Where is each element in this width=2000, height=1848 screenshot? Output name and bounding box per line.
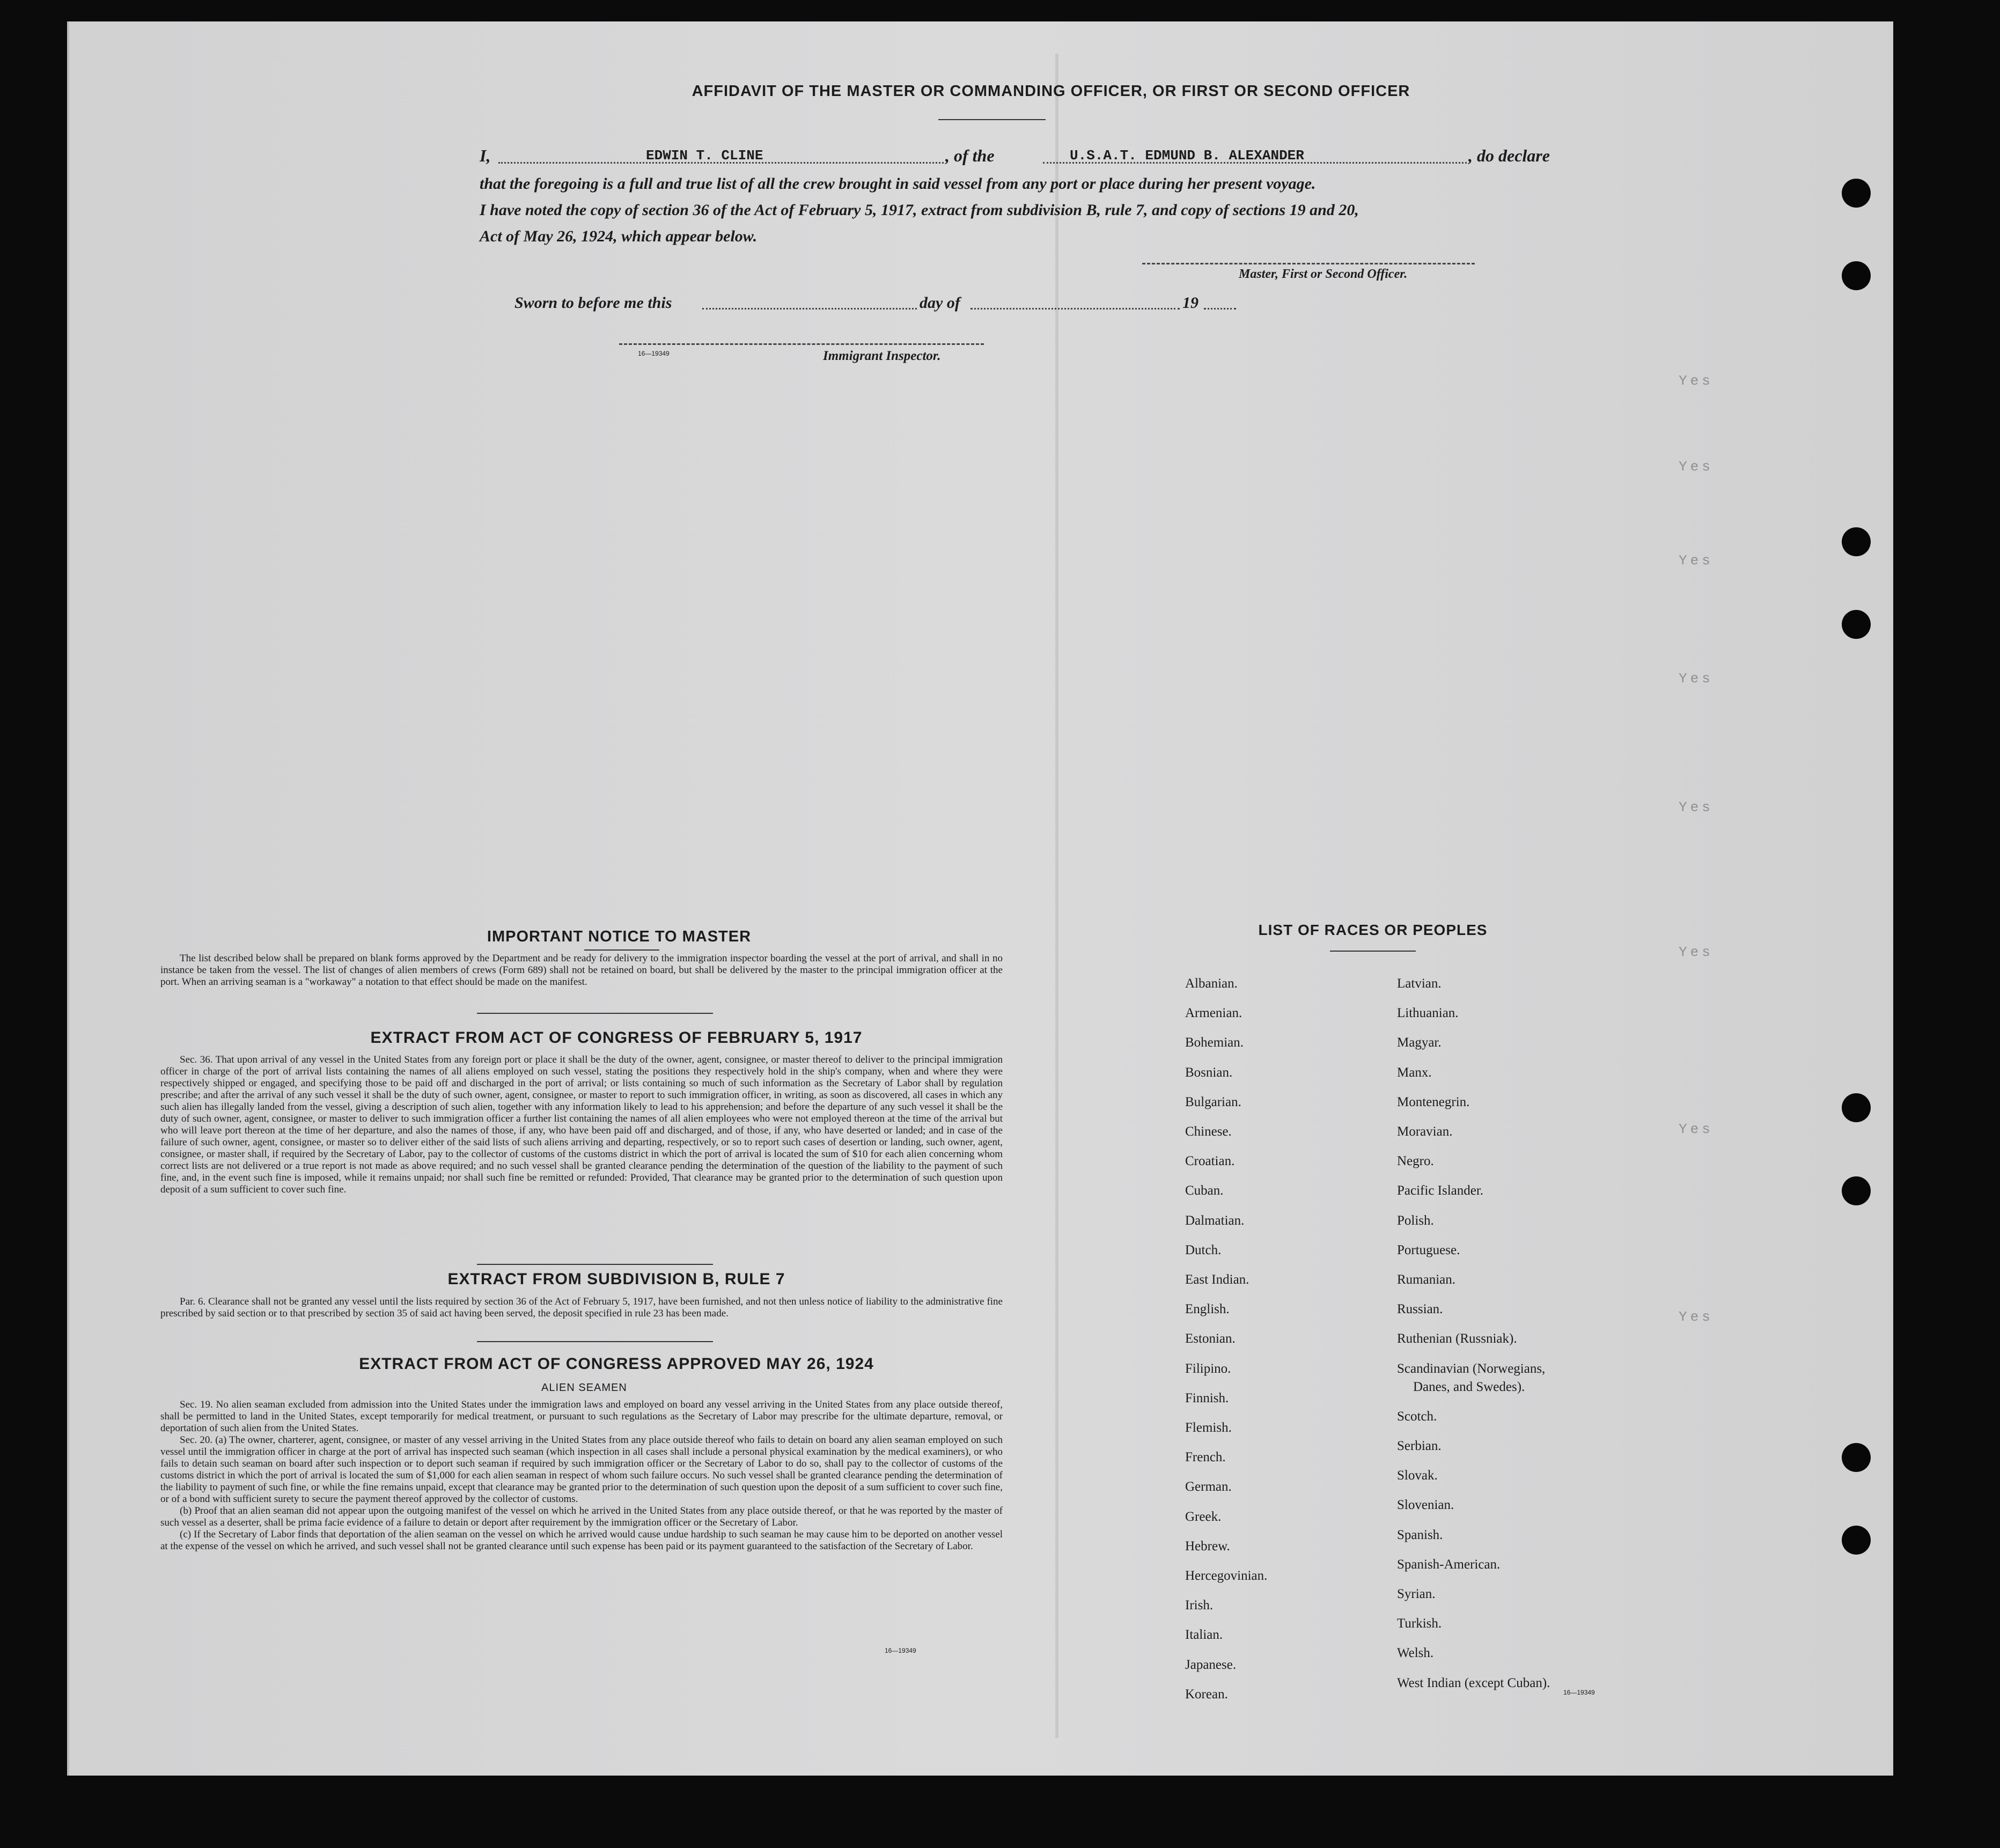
section-19-paragraph: Sec. 19. No alien seaman excluded from admission into the United States under the immigration laws and employed on board any vessel arriving in the United States from any place outside thereof, shall be permitted to land in the United States, except temporarily for medical treatment, or pursuant to such regulations as the Secretary of Labor may prescribe for the ultimate departure, removal, or deportation of such alien from the United States. (160, 1399, 1003, 1434)
race-item: Polish. (1397, 1213, 1434, 1228)
race-item: Negro. (1397, 1154, 1434, 1169)
bleed-through-text: Yes (1679, 671, 1714, 687)
notice-paragraph: The list described below shall be prepared on blank forms approved by the Department and be ready for delivery to the immigration inspector boarding the vessel at the port of arrival, and shall in no instance be taken from the vessel. The list of changes of alien members of crews (Form 689) shall not be retained on board, but shall be delivered by the master to the principal immigration officer at the port. When an arriving seaman is a "workaway" a notation to that effect should be made on the manifest. (160, 953, 1003, 988)
extract-1924-body (160, 1399, 1003, 1552)
race-item: Croatian. (1185, 1154, 1235, 1169)
race-item: Magyar. (1397, 1035, 1442, 1050)
race-item: East Indian. (1185, 1272, 1249, 1287)
punch-hole (1842, 261, 1871, 290)
race-item: Armenian. (1185, 1006, 1242, 1021)
race-item: Danes, and Swedes). (1413, 1379, 1525, 1394)
race-item: Welsh. (1397, 1646, 1434, 1661)
extract-1917-body (160, 1054, 1003, 1196)
bleed-through-text: Yes (1679, 1121, 1714, 1137)
race-item: Japanese. (1185, 1657, 1237, 1672)
race-item: Moravian. (1397, 1124, 1453, 1139)
race-item: French. (1185, 1450, 1226, 1465)
race-item: Ruthenian (Russniak). (1397, 1331, 1517, 1346)
notice-title: IMPORTANT NOTICE TO MASTER (487, 928, 752, 945)
inspector-caption: Immigrant Inspector. (823, 349, 941, 363)
races-title-rule (1330, 951, 1416, 952)
rule7-paragraph: Par. 6. Clearance shall not be granted any vessel until the lists required by section 36 of the Act of February 5, 1917, have been furnished, and not then unless notice of liability to the administrative fine prescribed by said section or to that prescribed by section 35 of said act having been served, the deposit specified in rule 23 has been made. (160, 1296, 1003, 1319)
race-item: Spanish. (1397, 1527, 1443, 1542)
rule7-body (160, 1296, 1003, 1320)
punch-hole (1842, 1093, 1871, 1122)
punch-hole (1842, 527, 1871, 556)
bleed-through-text: Yes (1679, 799, 1714, 815)
bleed-through-text: Yes (1679, 373, 1714, 389)
form-number: 16—19349 (638, 350, 670, 357)
race-item: Manx. (1397, 1065, 1432, 1080)
bleed-through-text: Yes (1679, 553, 1714, 569)
section-divider (477, 1013, 713, 1014)
race-item: Albanian. (1185, 976, 1238, 991)
race-item: Flemish. (1185, 1420, 1232, 1435)
affidavit-title: AFFIDAVIT OF THE MASTER OR COMMANDING OFFICER, OR FIRST OR SECOND OFFICER (692, 83, 1410, 100)
race-item: Syrian. (1397, 1587, 1436, 1601)
race-item: Rumanian. (1397, 1272, 1456, 1287)
section-20a-paragraph: Sec. 20. (a) The owner, charterer, agent, consignee, or master of any vessel arriving in the United States from any place outside thereof who fails to detain on board any alien seaman employed on such vessel until the immigration officer in charge at the port of arrival has inspected such seaman (which inspection in all cases shall include a personal physical examination by the medical examiners), or who fails to detain such seaman on board after such inspection or to deport such seaman if required by such immigration officer or the Secretary of Labor to do so, shall pay to the collector of customs of the customs district in which the port of arrival is located the sum of $1,000 for each alien seaman in respect of whom such failure occurs. No such vessel shall be granted clearance pending the determination of the liability to payment of such fine, or while the fine remains unpaid, except that clearance may be granted prior to the determination of such question upon the deposit of a sum sufficient to cover such fine, or of a bond with sufficient surety to secure the payment thereof approved by the collector of customs. (160, 1434, 1003, 1505)
year-prefix: 19 (1182, 294, 1198, 312)
rule7-title: EXTRACT FROM SUBDIVISION B, RULE 7 (447, 1270, 785, 1288)
manifest-page (67, 21, 1893, 1776)
race-item: Bosnian. (1185, 1065, 1233, 1080)
of-the-label: , of the (945, 146, 995, 165)
bleed-through-text: Yes (1679, 1309, 1714, 1325)
page-fold (1055, 54, 1058, 1738)
affidavit-title-rule (938, 119, 1046, 120)
race-item: Latvian. (1397, 976, 1442, 991)
race-item: Irish. (1185, 1598, 1214, 1613)
notice-body (160, 953, 1003, 988)
races-title: LIST OF RACES OR PEOPLES (1258, 922, 1488, 938)
races-form-number: 16—19349 (1563, 1689, 1595, 1696)
master-name: EDWIN T. CLINE (646, 148, 763, 164)
extract-1917-title: EXTRACT FROM ACT OF CONGRESS OF FEBRUARY 5, 1917 (370, 1029, 863, 1047)
race-item: Greek. (1185, 1509, 1222, 1524)
race-item: Turkish. (1397, 1616, 1442, 1631)
race-item: German. (1185, 1479, 1232, 1494)
signature-caption: Master, First or Second Officer. (1239, 267, 1408, 281)
race-item: Hercegovinian. (1185, 1569, 1268, 1583)
punch-hole (1842, 179, 1871, 208)
race-item: Dutch. (1185, 1242, 1222, 1257)
year-line (1204, 308, 1236, 310)
race-item: Pacific Islander. (1397, 1183, 1484, 1198)
punch-hole (1842, 610, 1871, 639)
sworn-date-line (702, 308, 917, 310)
section-20b-paragraph: (b) Proof that an alien seaman did not appear upon the outgoing manifest of the vessel on which he arrived in the United States from any place outside thereof, or that he was reported by the master of such vessel as a deserter, shall be prima facie evidence of a failure to detain or deport after requirement by the immigration officer or the Secretary of Labor. (160, 1505, 1003, 1528)
inspector-line (619, 343, 984, 345)
section-20c-paragraph: (c) If the Secretary of Labor finds that deportation of the alien seaman on the vessel on which he arrived would cause undue hardship to such seaman he may cause him to be deported on another vessel at the expense of the vessel on which he arrived, and such vessel shall not be granted clearance until such expense has been paid or its payment guaranteed to the satisfaction of the Secretary of Labor. (160, 1529, 1003, 1552)
bleed-through-text: Yes (1679, 459, 1714, 475)
race-item: Bulgarian. (1185, 1094, 1241, 1109)
punch-hole (1842, 1443, 1871, 1472)
race-item: Slovenian. (1397, 1498, 1454, 1513)
alien-seamen-subtitle: ALIEN SEAMEN (541, 1382, 627, 1394)
race-item: Cuban. (1185, 1183, 1224, 1198)
section-36-paragraph: Sec. 36. That upon arrival of any vessel in the United States from any foreign port or place it shall be the duty of the owner, agent, consignee, or master thereof to deliver to the principal immigration officer in charge of the port of arrival lists containing the names of all aliens employed on such vessel, stating the positions they respectively hold in the ship's company, when and where they were respectively shipped or engaged, and specifying those to be paid off and discharged in the port of arrival; or lists containing so much of such information as the Secretary of Labor shall by regulation prescribe; and after the arrival of any such vessel it shall be the duty of such owner, agent, consignee, or master to report to such immigration officer, in writing, as soon as discovered, all cases in which any such alien has illegally landed from the vessel, giving a description of such alien, together with any information likely to lead to his apprehension; and before the departure of any such vessel it shall be the duty of such owner, agent, consignee, or master to deliver to such immigration officer a further list containing the names of all alien employees who were not employed thereon at the time of the arrival but who will leave port thereon at the time of her departure, and also the names of those, if any, who have been paid off and discharged, and of those, if any, who have deserted or landed; and in case of the failure of such owner, agent, consignee, or master so to deliver either of the said lists of such aliens arriving and departing, respectively, or so to report such cases of desertion or landing, such owner, agent, consignee, or master shall, if required by the Secretary of Labor, pay to the collector of customs of the customs district in which the port of arrival is located the sum of $10 for each alien concerning whom correct lists are not delivered or a true report is not made as above required; and no such vessel shall be granted clearance pending the determination of the question of the liability to the payment of such fine, and, in the event such fine is imposed, while it remains unpaid; nor shall such fine be remitted or refunded: Provided, That clearance may be granted prior to the determination of such question upon deposit of a sum sufficient to cover such fine. (160, 1054, 1003, 1195)
extract-form-number: 16—19349 (885, 1647, 916, 1654)
signature-line (1142, 263, 1475, 264)
day-of-label: day of (920, 294, 960, 312)
affidavit-line2: that the foregoing is a full and true list of all the crew brought in said vessel from any port or place during her present voyage. (480, 175, 1316, 193)
race-item: Slovak. (1397, 1468, 1438, 1483)
race-item: Scandinavian (Norwegians, (1397, 1361, 1546, 1376)
race-item: Italian. (1185, 1628, 1223, 1643)
affidavit-line3: I have noted the copy of section 36 of the Act of February 5, 1917, extract from subdivision B, rule 7, and copy of sections 19 and 20, (480, 201, 1359, 219)
race-item: English. (1185, 1302, 1230, 1317)
race-item: Dalmatian. (1185, 1213, 1245, 1228)
do-declare-label: , do declare (1468, 146, 1550, 165)
vessel-name: U.S.A.T. EDMUND B. ALEXANDER (1070, 148, 1304, 164)
race-item: Portuguese. (1397, 1242, 1460, 1257)
bleed-through-text: Yes (1679, 944, 1714, 960)
affidavit-i-label: I, (480, 146, 491, 165)
race-item: Lithuanian. (1397, 1006, 1459, 1021)
punch-hole (1842, 1176, 1871, 1205)
race-item: Korean. (1185, 1687, 1228, 1702)
punch-hole (1842, 1526, 1871, 1555)
race-item: West Indian (except Cuban). (1397, 1675, 1550, 1690)
race-item: Estonian. (1185, 1331, 1236, 1346)
month-line (970, 308, 1180, 310)
race-item: Scotch. (1397, 1409, 1437, 1424)
race-item: Spanish-American. (1397, 1557, 1501, 1572)
sworn-prefix: Sworn to before me this (514, 294, 672, 312)
race-item: Hebrew. (1185, 1538, 1230, 1554)
race-item: Chinese. (1185, 1124, 1232, 1139)
race-item: Montenegrin. (1397, 1094, 1470, 1109)
race-item: Finnish. (1185, 1390, 1229, 1405)
extract-1924-title: EXTRACT FROM ACT OF CONGRESS APPROVED MAY 26, 1924 (359, 1355, 874, 1373)
race-item: Bohemian. (1185, 1035, 1244, 1050)
section-divider (477, 1341, 713, 1342)
notice-title-rule (584, 949, 659, 951)
race-item: Russian. (1397, 1302, 1443, 1317)
affidavit-line4: Act of May 26, 1924, which appear below. (480, 227, 758, 245)
race-item: Serbian. (1397, 1439, 1442, 1453)
race-item: Filipino. (1185, 1361, 1231, 1376)
section-divider (477, 1264, 713, 1265)
